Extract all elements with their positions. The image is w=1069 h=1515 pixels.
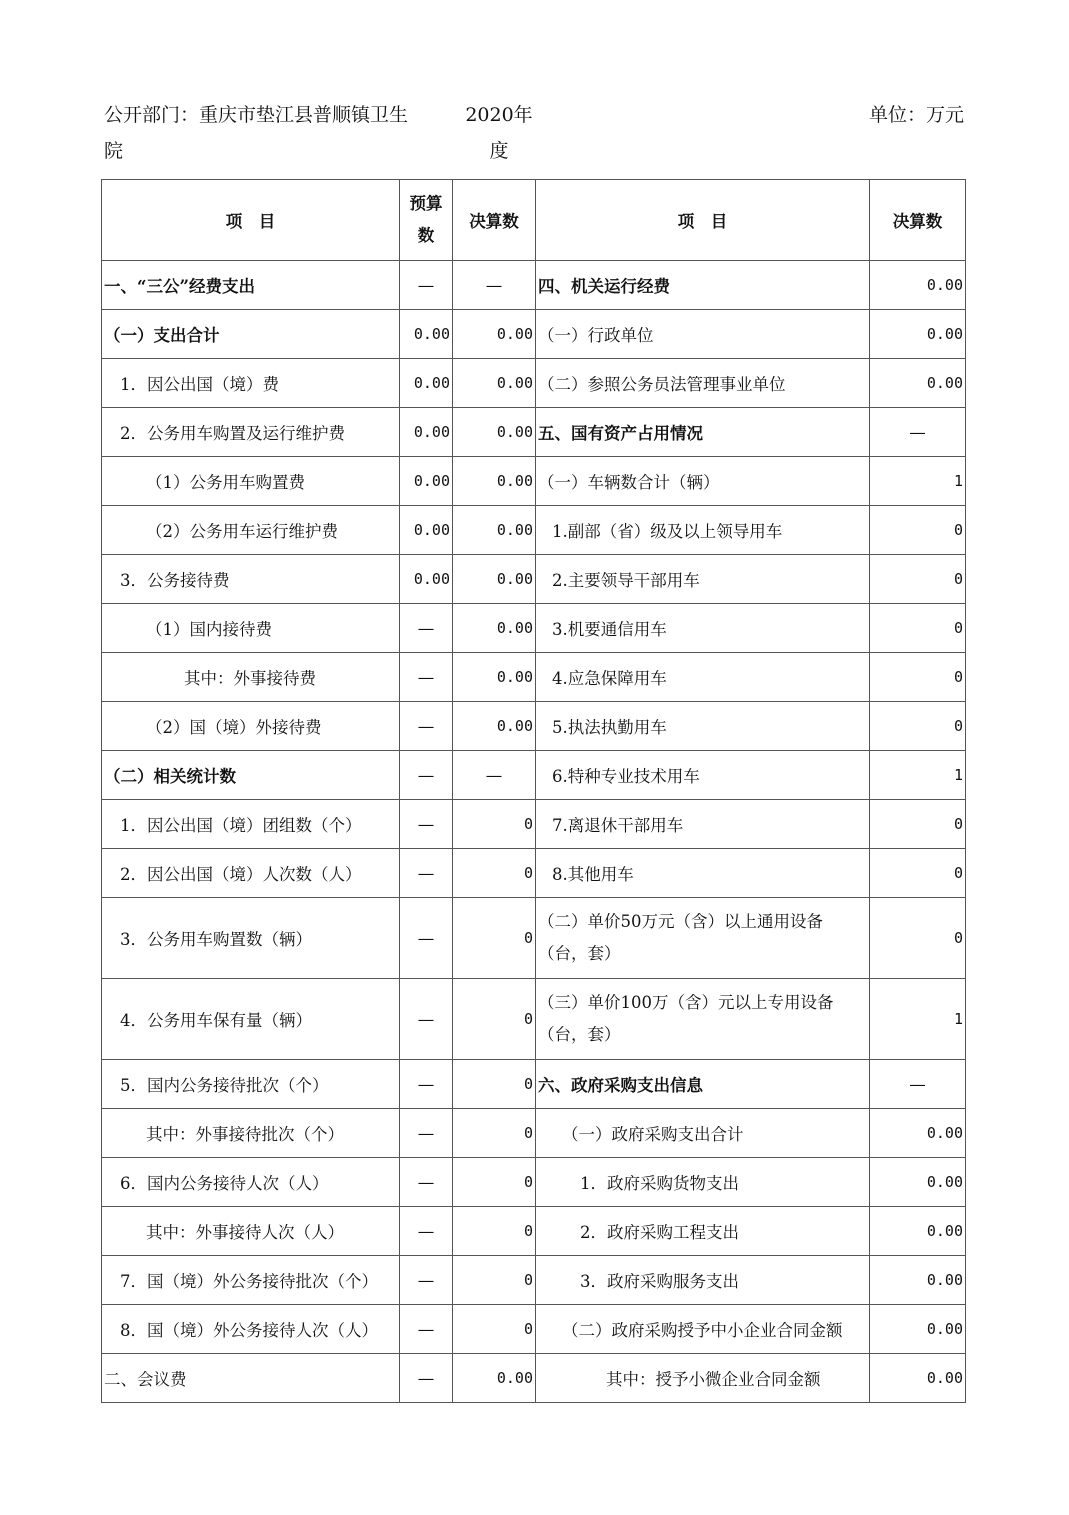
row-label: 其中：外事接待批次（个） <box>102 1109 400 1158</box>
table-row <box>102 751 966 800</box>
budget-value: — <box>400 979 453 1060</box>
row-label: 2．公务用车购置及运行维护费 <box>102 408 400 457</box>
right-final-value: 0.00 <box>870 1354 966 1403</box>
right-row-label: （一）车辆数合计（辆） <box>536 457 870 506</box>
expenditure-table <box>101 179 966 1403</box>
right-final-value: 0 <box>870 849 966 898</box>
final-value: 0 <box>453 1060 536 1109</box>
row-label: （2）公务用车运行维护费 <box>102 506 400 555</box>
budget-value: — <box>400 849 453 898</box>
budget-value: — <box>400 800 453 849</box>
row-label: （1）公务用车购置费 <box>102 457 400 506</box>
row-label: 其中：外事接待费 <box>102 653 400 702</box>
table-row <box>102 702 966 751</box>
final-value: 0 <box>453 800 536 849</box>
row-label: 1．因公出国（境）团组数（个） <box>102 800 400 849</box>
right-final-value: 0 <box>870 800 966 849</box>
budget-value: — <box>400 1305 453 1354</box>
row-label: （1）国内接待费 <box>102 604 400 653</box>
final-value: 0.00 <box>453 506 536 555</box>
right-row-label: （二）政府采购授予中小企业合同金额 <box>536 1305 870 1354</box>
final-value: — <box>453 261 536 310</box>
col-header-item: 项 目 <box>102 180 400 261</box>
right-final-value: 0 <box>870 898 966 979</box>
right-final-value: 0.00 <box>870 1158 966 1207</box>
table-row <box>102 1256 966 1305</box>
right-final-value: 0 <box>870 604 966 653</box>
row-label: （2）国（境）外接待费 <box>102 702 400 751</box>
row-label: 8．国（境）外公务接待人次（人） <box>102 1305 400 1354</box>
row-label: 二、会议费 <box>102 1354 400 1403</box>
department-label: 公开部门：重庆市垫江县普顺镇卫生院 <box>104 104 409 162</box>
final-value: 0 <box>453 1207 536 1256</box>
table-row <box>102 261 966 310</box>
final-value: 0 <box>453 1305 536 1354</box>
final-value: 0.00 <box>453 555 536 604</box>
budget-value: — <box>400 898 453 979</box>
right-final-value: 0.00 <box>870 310 966 359</box>
final-value: 0.00 <box>453 702 536 751</box>
right-row-label: （一）行政单位 <box>536 310 870 359</box>
right-row-label: 4.应急保障用车 <box>536 653 870 702</box>
budget-value: 0.00 <box>400 506 453 555</box>
right-row-label: 1.副部（省）级及以上领导用车 <box>536 506 870 555</box>
right-final-value: 0 <box>870 653 966 702</box>
row-label: 其中：外事接待人次（人） <box>102 1207 400 1256</box>
final-value: — <box>453 751 536 800</box>
row-label: 3．公务接待费 <box>102 555 400 604</box>
right-final-value: 0.00 <box>870 1305 966 1354</box>
final-value: 0.00 <box>453 653 536 702</box>
row-label: （二）相关统计数 <box>102 751 400 800</box>
row-label: 6．国内公务接待人次（人） <box>102 1158 400 1207</box>
budget-value: — <box>400 653 453 702</box>
right-row-label: 5.执法执勤用车 <box>536 702 870 751</box>
right-row-label: 8.其他用车 <box>536 849 870 898</box>
year-label: 2020年度 <box>465 104 533 162</box>
budget-value: 0.00 <box>400 359 453 408</box>
final-value: 0 <box>453 849 536 898</box>
budget-value: — <box>400 1256 453 1305</box>
table-row <box>102 979 966 1060</box>
col-header-final: 决算数 <box>453 180 536 261</box>
right-row-label: 3.机要通信用车 <box>536 604 870 653</box>
right-final-value: 1 <box>870 457 966 506</box>
table-row <box>102 1060 966 1109</box>
table-row <box>102 1354 966 1403</box>
right-final-value: 1 <box>870 751 966 800</box>
budget-value: — <box>400 1109 453 1158</box>
budget-value: — <box>400 604 453 653</box>
right-row-label: （三）单价100万（含）元以上专用设备（台，套） <box>536 979 870 1060</box>
right-final-value: 0 <box>870 506 966 555</box>
right-final-value: 0.00 <box>870 1207 966 1256</box>
col-header-final-right: 决算数 <box>870 180 966 261</box>
table-row <box>102 1305 966 1354</box>
table-row <box>102 800 966 849</box>
table-row <box>102 604 966 653</box>
budget-value: — <box>400 1354 453 1403</box>
right-final-value: 0.00 <box>870 261 966 310</box>
right-row-label: 6.特种专业技术用车 <box>536 751 870 800</box>
final-value: 0 <box>453 1158 536 1207</box>
right-final-value: 0.00 <box>870 359 966 408</box>
final-value: 0.00 <box>453 604 536 653</box>
budget-value: 0.00 <box>400 457 453 506</box>
table-row <box>102 898 966 979</box>
right-final-value: — <box>870 1060 966 1109</box>
table-row <box>102 310 966 359</box>
table-row <box>102 1207 966 1256</box>
table-row <box>102 408 966 457</box>
right-row-label: 7.离退休干部用车 <box>536 800 870 849</box>
budget-value: — <box>400 1158 453 1207</box>
budget-value: — <box>400 702 453 751</box>
right-row-label: （二）参照公务员法管理事业单位 <box>536 359 870 408</box>
table-row <box>102 653 966 702</box>
right-row-label: 1．政府采购货物支出 <box>536 1158 870 1207</box>
final-value: 0 <box>453 898 536 979</box>
row-label: 1．因公出国（境）费 <box>102 359 400 408</box>
table-header-row <box>102 180 966 261</box>
budget-value: — <box>400 1207 453 1256</box>
col-header-budget: 预算数 <box>400 180 453 261</box>
table-row <box>102 359 966 408</box>
row-label: 3．公务用车购置数（辆） <box>102 898 400 979</box>
right-row-label: 六、政府采购支出信息 <box>536 1060 870 1109</box>
budget-value: — <box>400 1060 453 1109</box>
row-label: 4．公务用车保有量（辆） <box>102 979 400 1060</box>
right-final-value: 0 <box>870 702 966 751</box>
right-final-value: — <box>870 408 966 457</box>
budget-value: 0.00 <box>400 408 453 457</box>
budget-value: — <box>400 751 453 800</box>
table-row <box>102 506 966 555</box>
right-final-value: 0 <box>870 555 966 604</box>
right-final-value: 0.00 <box>870 1256 966 1305</box>
budget-value: 0.00 <box>400 555 453 604</box>
right-row-label: 2．政府采购工程支出 <box>536 1207 870 1256</box>
final-value: 0 <box>453 1109 536 1158</box>
final-value: 0.00 <box>453 1354 536 1403</box>
unit-label: 单位：万元 <box>869 104 965 126</box>
row-label: 7．国（境）外公务接待批次（个） <box>102 1256 400 1305</box>
final-value: 0.00 <box>453 359 536 408</box>
final-value: 0.00 <box>453 310 536 359</box>
table-row <box>102 555 966 604</box>
budget-value: 0.00 <box>400 310 453 359</box>
row-label: （一）支出合计 <box>102 310 400 359</box>
right-row-label: （二）单价50万元（含）以上通用设备（台，套） <box>536 898 870 979</box>
final-value: 0.00 <box>453 457 536 506</box>
final-value: 0 <box>453 1256 536 1305</box>
right-row-label: 其中：授予小微企业合同金额 <box>536 1354 870 1403</box>
table-row <box>102 1158 966 1207</box>
row-label: 一、“三公”经费支出 <box>102 261 400 310</box>
table-row <box>102 457 966 506</box>
right-final-value: 0.00 <box>870 1109 966 1158</box>
right-row-label: 2.主要领导干部用车 <box>536 555 870 604</box>
right-row-label: 五、国有资产占用情况 <box>536 408 870 457</box>
row-label: 5．国内公务接待批次（个） <box>102 1060 400 1109</box>
row-label: 2．因公出国（境）人次数（人） <box>102 849 400 898</box>
col-header-item-right: 项 目 <box>536 180 870 261</box>
right-row-label: 3．政府采购服务支出 <box>536 1256 870 1305</box>
right-row-label: （一）政府采购支出合计 <box>536 1109 870 1158</box>
final-value: 0.00 <box>453 408 536 457</box>
right-row-label: 四、机关运行经费 <box>536 261 870 310</box>
final-value: 0 <box>453 979 536 1060</box>
budget-value: — <box>400 261 453 310</box>
table-row <box>102 849 966 898</box>
table-row <box>102 1109 966 1158</box>
right-final-value: 1 <box>870 979 966 1060</box>
